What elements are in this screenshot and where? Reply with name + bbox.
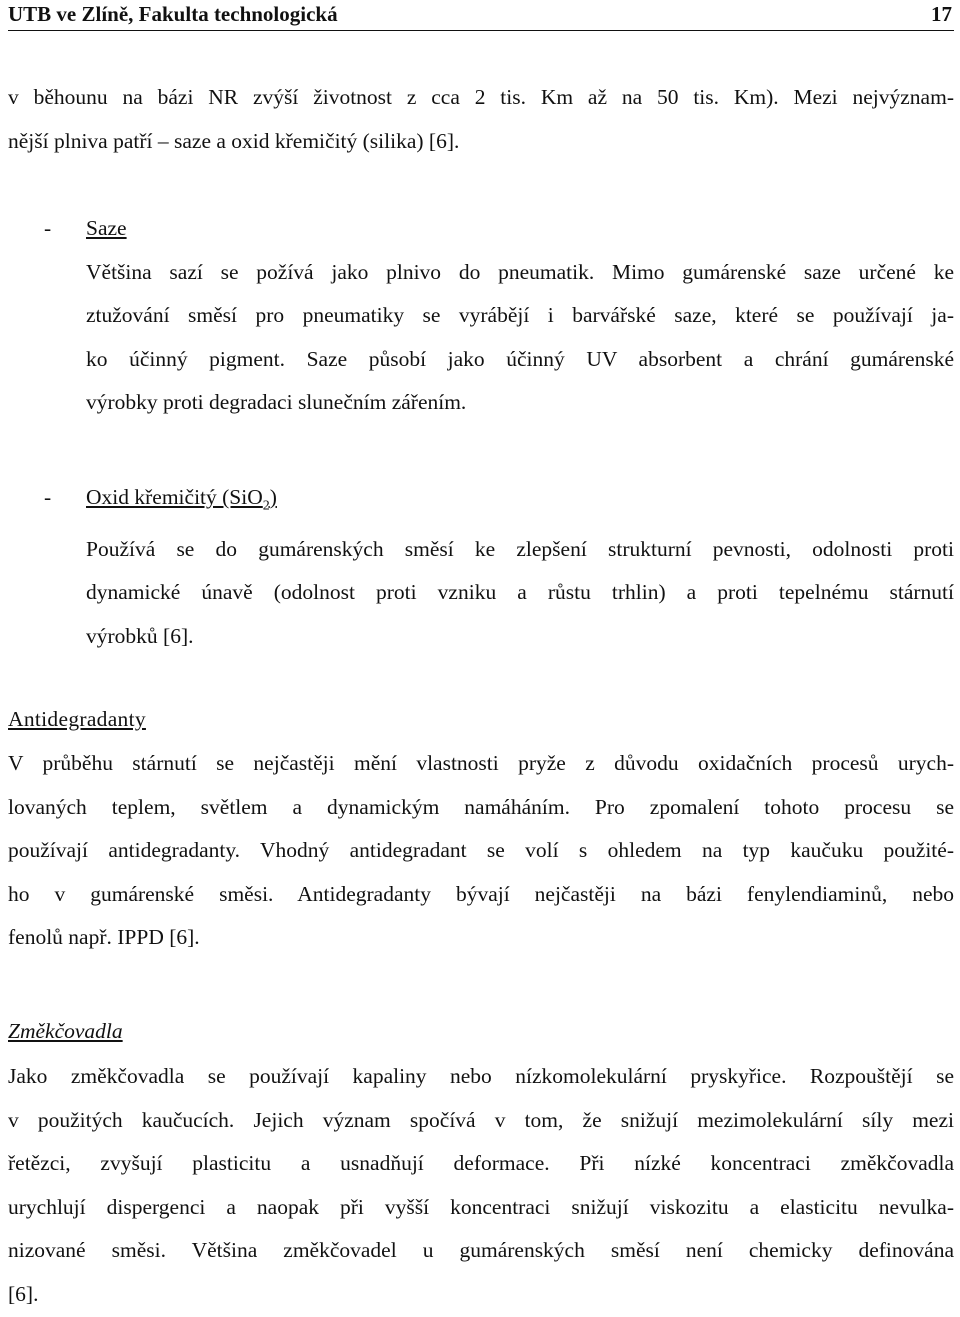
text-line: Jako změkčovadla se používají kapaliny nebo nízkomolekulární pryskyřice. Rozpouštějí se — [8, 1064, 954, 1088]
text-line: ztužování směsí pro pneumatiky se vyrábějí i barvářské saze, které se používají ja- — [86, 303, 954, 328]
header-title: UTB ve Zlíně, Fakulta technologická — [8, 2, 338, 26]
page-number: 17 — [931, 2, 952, 26]
text-line: [6]. — [8, 1281, 39, 1306]
bullet-dash: - — [44, 216, 52, 240]
saze-item — [86, 207, 954, 425]
text-line: V průběhu stárnutí se nejčastěji mění vlastnosti pryže z důvodu oxidačních procesů urych- — [8, 751, 954, 775]
antidegradanty-paragraph — [8, 742, 954, 960]
text-line: ko účinný pigment. Saze působí jako účinný UV absorbent a chrání gumárenské — [86, 346, 954, 371]
text-line: Používá se do gumárenských směsí ke zlepšení strukturní pevnosti, odolnosti proti — [86, 536, 954, 561]
text-line: nější plniva patří – saze a oxid křemičitý (silika) [6]. — [8, 128, 460, 153]
antidegradanty-heading: Antidegradanty — [8, 707, 146, 731]
text-line: urychlují dispergenci a naopak při vyšší koncentraci snižují viskozitu a elasticitu nevulka- — [8, 1194, 954, 1219]
page-header — [8, 0, 954, 31]
text-line: nizované směsi. Většina změkčovadel u gumárenských směsí není chemicky definována — [8, 1238, 954, 1263]
intro-paragraph — [8, 76, 954, 163]
text-line: fenolů např. IPPD [6]. — [8, 925, 200, 950]
text-line: Většina sazí se požívá jako plnivo do pneumatik. Mimo gumárenské saze určené ke — [86, 259, 954, 284]
bullet-dash: - — [44, 485, 52, 509]
zmekcovadla-paragraph — [8, 1055, 954, 1317]
text-line: dynamické únavě (odolnost proti vzniku a růstu trhlin) a proti tepelnému stárnutí — [86, 580, 954, 605]
text-line: v použitých kaučucích. Jejich význam spočívá v tom, že snižují mezimolekulární síly mezi — [8, 1107, 954, 1132]
zmekcovadla-heading: Změkčovadla — [8, 1019, 123, 1043]
text-line: výrobky proti degradaci slunečním zářením. — [86, 390, 467, 415]
text-line: v běhounu na bázi NR zvýší životnost z cca 2 tis. Km až na 50 tis. Km). Mezi nejvýznam- — [8, 85, 954, 109]
text-line: řetězci, zvyšují plasticitu a usnadňují deformace. Při nízké koncentraci změkčovadla — [8, 1151, 954, 1176]
text-line: výrobků [6]. — [86, 624, 194, 649]
text-line: ho v gumárenské směsi. Antidegradanty bývají nejčastěji na bázi fenylendiaminů, nebo — [8, 881, 954, 906]
text-line: používají antidegradanty. Vhodný antidegradant se volí s ohledem na typ kaučuku použité- — [8, 838, 954, 863]
oxid-item — [86, 476, 954, 659]
oxid-title: Oxid křemičitý (SiO$_2$) — [86, 485, 277, 514]
saze-title: Saze — [86, 216, 127, 240]
text-line: lovaných teplem, světlem a dynamickým namáháním. Pro zpomalení tohoto procesu se — [8, 794, 954, 819]
